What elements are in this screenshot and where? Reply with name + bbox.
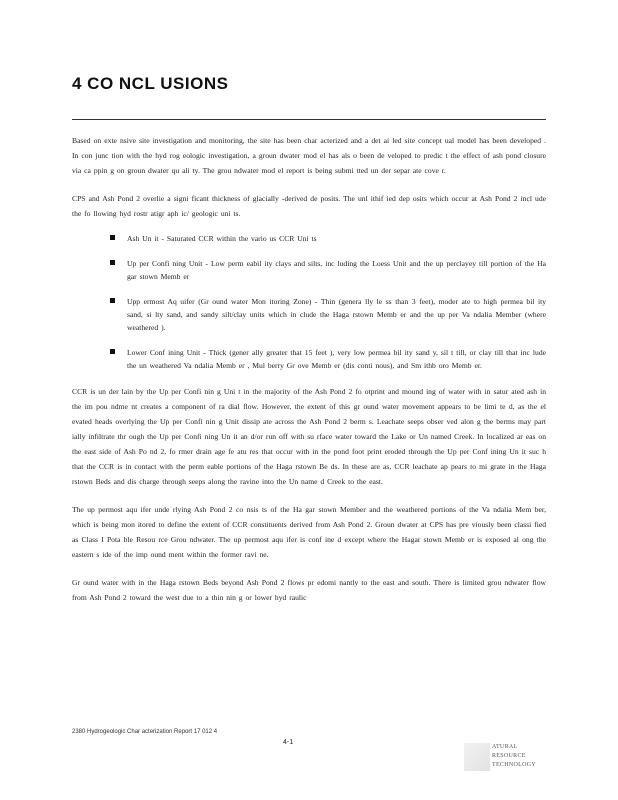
list-item-text: Upp ermost Aq uifer (Gr ound water Mon itoring Zone) - Thin (genera lly le ss than 3 feet), moder ate to high permea bil ity sand, si lty sand, and sandy silt/clay units which in clude the Haga rstown Memb er and the up per Va ndalia Member (where weathered ). [127,297,546,332]
company-logo [464,741,546,773]
page-number: 4-1 [283,739,294,746]
logo-text-line: ATURAL [492,744,518,750]
bullet-icon [110,349,115,354]
list-item [110,232,546,245]
list-item [110,346,546,372]
logo-text-line: RESOURCE [492,753,526,759]
list-item-text: Up per Confi ning Unit - Low perm eabil ity clays and silts, inc luding the Loess Unit and the up perclayey till portion of the Ha gar stown Memb er [127,259,546,281]
bullet-icon [110,235,115,240]
list-item-text: Ash Un it - Saturated CCR within the vario us CCR Uni ts [127,234,317,243]
list-item-text: Lower Conf ining Unit - Thick (gener ally greater that 15 feet ), very low permea bil ity sand y, sil t till, or clay till that inc lude the un weathered Va ndalia Memb er , Mul berry Gr ove Memb er (dis conti nous), and Sm ithb oro Memb er. [127,348,546,370]
section-heading: 4 CO NCL USIONS [72,74,229,93]
document-body [72,133,546,618]
hydrostratigraphic-units-list [72,232,546,372]
paragraph-investigation: Based on exte nsive site investigation and monitoring, the site has been char acterized and a det ai led site concept ual model has been developed . In con junc tion with the hyd rog eologic investigation, a groun dwater mod el has als o been de veloped to predic t the effect of ash pond closure via ca ppin g on groun dwater qu ali ty. The grou ndwater mod el report is being submi tted un der separ ate cove r. [72,136,546,175]
paragraph-deposits: CPS and Ash Pond 2 overlie a signi ficant thickness of glacially -derived de posits. The unl ithif ied dep osits which occur at Ash Pond 2 incl ude the fo llowing hyd rostr atigr aph ic/ geologic uni ts. [72,194,546,218]
paragraph-ccr-flow: CCR is un der lain by the Up per Confi nin g Uni t in the majority of the Ash Pond 2 fo otprint and mound ing of water with in satur ated ash in the im pou ndme nt creates a component of ra dial flow. However, the extent of this gr ound water movement appears to be limi te d, as the el evated heads overlying the Up per Confi nin g Unit dissip ate across the Ash Pond 2 berm s. Leachate seeps obser ved alon g the berms may part ially infiltrate thr ough the Up per Confi ning Un it an d/or run off with su rface water toward the Lake or Un named Creek. In localized ar eas on the east side of Ash Po nd 2, fo rmer drain age fe atu res that occur with in the pond foot print eroded through the Up per Conf ining Un it suc h that the CCR is in contact with the perm eable portions of the Haga rstown Be ds. In these are as, CCR leachate ap pears to mi grate in the Haga rstown Beds and dis charge through seeps along the ravine into the Un name d Creek to the east. [72,387,546,486]
logo-text [492,743,536,770]
list-item [110,295,546,334]
paragraph-groundwater-flow: Gr ound water with in the Haga rstown Beds beyond Ash Pond 2 flows pr edomi nantly to the east and south. There is limited grou ndwater flow from Ash Pond 2 toward the west due to a thin nin g or lower hyd raulic [72,578,546,602]
footer-report-title: 2380 Hydrogeologic Char acterization Report 17 012 4 [72,729,218,735]
bullet-icon [110,298,115,303]
logo-text-line: TECHNOLOGY [492,762,536,768]
list-item [110,257,546,283]
paragraph-uppermost-aquifer: The up permost aqu ifer unde rlying Ash Pond 2 co nsis ts of the Ha gar stown Member and the weathered portions of the Va ndalia Mem ber, which is being mon itored to define the extent of CCR constituents derived from Ash Pond 2. Groun dwater at CPS has pre viously been classi fied as Class I Pota ble Resou rce Grou ndwater. The up permost aqu ifer is conf ine d except where the Hagar stown Memb er is exposed al ong the eastern s ide of the imp ound ment within the former ravi ne. [72,505,546,559]
bullet-icon [110,260,115,265]
logo-mark-icon [464,743,490,771]
heading-rule [72,119,546,120]
